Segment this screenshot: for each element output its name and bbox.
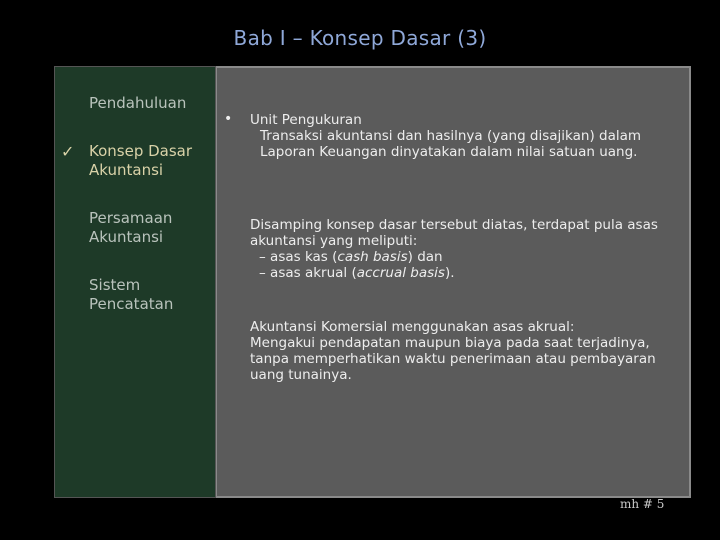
slide-title: Bab I – Konsep Dasar (3) bbox=[233, 26, 487, 50]
content-panel bbox=[216, 66, 691, 498]
sidebar-item-label: Konsep Dasar Akuntansi bbox=[89, 142, 193, 179]
bullet-icon: • bbox=[224, 111, 233, 127]
sidebar-item-pendahuluan[interactable] bbox=[89, 94, 213, 113]
basis-term: accrual basis bbox=[356, 265, 445, 281]
sidebar-item-sistem[interactable] bbox=[89, 276, 213, 314]
basis-term: cash basis bbox=[337, 249, 408, 265]
sidebar-item-label: Persamaan Akuntansi bbox=[89, 209, 173, 246]
unit-section bbox=[250, 112, 690, 160]
basis-section bbox=[250, 217, 690, 281]
unit-text: Transaksi akuntansi dan hasilnya (yang disajikan) dalam Laporan Keuangan dinyatakan dalam nilai satuan uang. bbox=[260, 128, 642, 160]
sidebar-nav bbox=[54, 66, 216, 498]
commercial-section bbox=[250, 319, 690, 383]
check-icon: ✓ bbox=[61, 142, 75, 161]
commercial-heading: Akuntansi Komersial menggunakan asas akrual: bbox=[250, 319, 575, 335]
basis-item-cash: – asas kas (cash basis) dan bbox=[259, 249, 443, 265]
basis-item-accrual: – asas akrual (accrual basis). bbox=[259, 265, 455, 281]
sidebar-item-konsep-dasar[interactable] bbox=[61, 142, 213, 180]
sidebar-item-label: Sistem Pencatatan bbox=[89, 276, 174, 313]
unit-heading: Unit Pengukuran bbox=[250, 112, 362, 128]
sidebar-item-persamaan[interactable] bbox=[89, 209, 213, 247]
slide-number: mh # 5 bbox=[620, 497, 665, 511]
commercial-text: Mengakui pendapatan maupun biaya pada saat terjadinya, tanpa memperhatikan waktu penerimaan atau pembayaran uang tunainya. bbox=[250, 335, 656, 383]
basis-intro: Disamping konsep dasar tersebut diatas, terdapat pula asas akuntansi yang meliputi: bbox=[250, 217, 658, 249]
sidebar-item-label: Pendahuluan bbox=[89, 94, 187, 112]
